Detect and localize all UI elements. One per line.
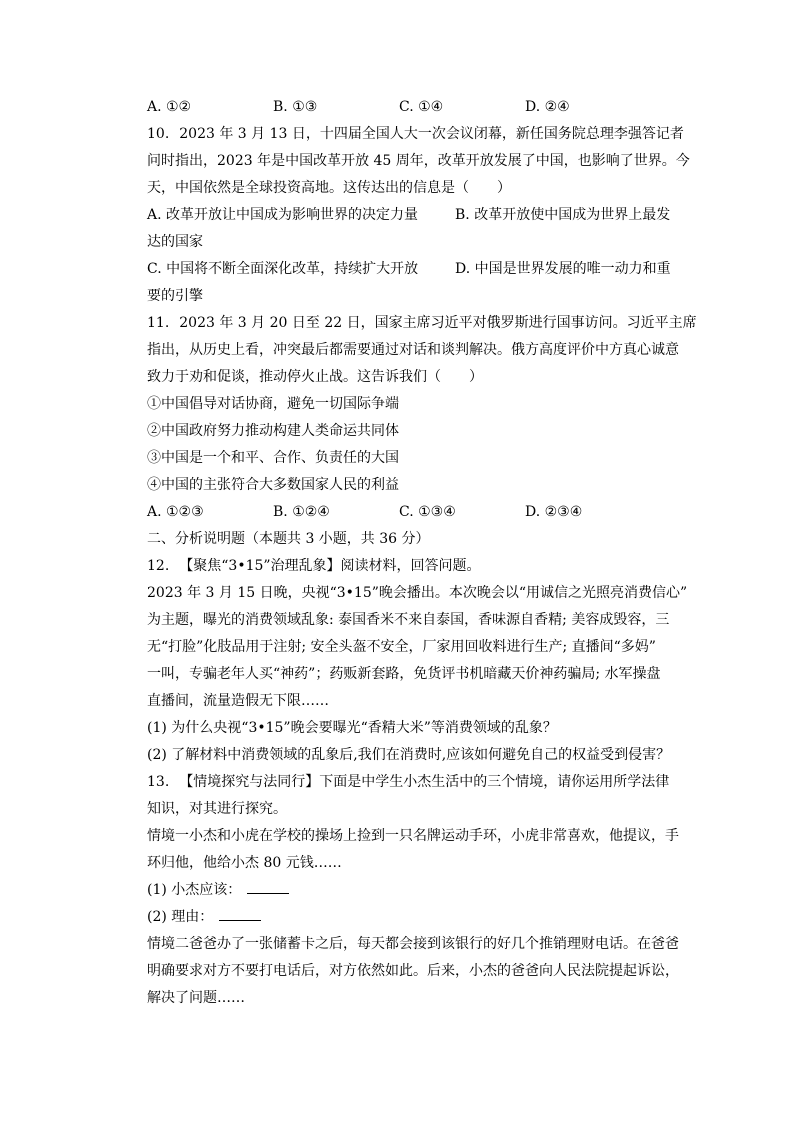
q10-stem-line-1: 10. 2023 年 3 月 13 日，十四届全国人大一次会议闭幕，新任国务院总理李强答记者 bbox=[147, 121, 683, 148]
q11-stem-line-3: 致力于劝和促谈，推动停火止战。这告诉我们（ ） bbox=[147, 369, 483, 385]
q10-stem-line-3: 天，中国依然是全球投资高地。这传达出的信息是（ ） bbox=[147, 180, 511, 196]
q10-options-row-1 bbox=[147, 202, 683, 229]
q11-statement-3: ③中国是一个和平、合作、负责任的大国 bbox=[147, 450, 399, 466]
q10-option-b: B. 改革开放使中国成为世界上最发 bbox=[455, 207, 671, 223]
q12-material-line-3: 无“打脸”化肢品用于注射; 安全头盔不安全，厂家用回收料进行生产; 直播间“多妈” bbox=[147, 639, 656, 655]
q9-option-a: A. ①② bbox=[147, 99, 192, 115]
q10-option-c: C. 中国将不断全面深化改革，持续扩大开放 bbox=[147, 261, 419, 277]
q12-number: 12. bbox=[147, 558, 170, 574]
q13-blank-2-label: (2) 理由： bbox=[147, 909, 214, 925]
q11-option-c: C. ①③④ bbox=[399, 504, 456, 520]
q11-stem-line-1: 11. 2023 年 3 月 20 日至 22 日，国家主席习近平对俄罗斯进行国事访问。习近平主席 bbox=[147, 310, 683, 337]
q11-number: 11. bbox=[147, 315, 170, 331]
q10-option-d: D. 中国是世界发展的唯一动力和重 bbox=[455, 261, 671, 277]
q9-option-b: B. ①③ bbox=[273, 99, 318, 115]
q10-stem-line-2: 问时指出，2023 年是中国改革开放 45 周年，改革开放发展了中国，也影响了世界。今 bbox=[147, 153, 690, 169]
q11-options bbox=[147, 499, 683, 526]
q10-option-b-cont: 达的国家 bbox=[147, 234, 203, 250]
q12-material-line-2: 为主题，曝光的消费领域乱象: 泰国香米不来自泰国，香味源自香精; 美容成毁容，三 bbox=[147, 612, 670, 628]
q13-blank-1-row bbox=[147, 877, 683, 904]
q12-material-line-5: 直播间，流量造假无下限…… bbox=[147, 693, 329, 709]
q12-sub-question-2: (2) 了解材料中消费领域的乱象后,我们在消费时,应该如何避免自己的权益受到侵害？ bbox=[147, 747, 671, 763]
q11-option-a: A. ①②③ bbox=[147, 504, 204, 520]
q10-option-d-cont: 要的引擎 bbox=[147, 288, 203, 304]
q12-material-line-4: 一叫，专骗老年人买“神药”；药贩新套路，免货评书机暗藏天价神药骗局; 水军操盘 bbox=[147, 666, 661, 682]
q13-blank-1-label: (1) 小杰应该： bbox=[147, 882, 242, 898]
q13-answer-blank-1[interactable] bbox=[247, 879, 289, 894]
q13-scene2-line-1: 情境二爸爸办了一张储蓄卡之后，每天都会接到该银行的好几个推销理财电话。在爸爸 bbox=[147, 936, 679, 952]
q11-statement-2: ②中国政府努力推动构建人类命运共同体 bbox=[147, 423, 399, 439]
q13-stem-line-2: 知识，对其进行探究。 bbox=[147, 801, 287, 817]
q12-sub-question-1: (1) 为什么央视“3•15”晚会要曝光“香精大米”等消费领域的乱象？ bbox=[147, 720, 557, 736]
section2-title: 二、分析说明题（本题共 3 小题，共 36 分） bbox=[147, 531, 430, 547]
q11-statement-1: ①中国倡导对话协商，避免一切国际争端 bbox=[147, 396, 399, 412]
q11-stem-line-2: 指出，从历史上看，冲突最后都需要通过对话和谈判解决。俄方高度评价中方真心诚意 bbox=[147, 342, 679, 358]
q11-statement-4: ④中国的主张符合大多数国家人民的利益 bbox=[147, 477, 399, 493]
exam-page bbox=[147, 94, 697, 1012]
q13-scene1-line-1: 情境一小杰和小虎在学校的操场上捡到一只名牌运动手环，小虎非常喜欢，他提议，手 bbox=[147, 828, 679, 844]
q10-number: 10. bbox=[147, 126, 170, 142]
q13-answer-blank-2[interactable] bbox=[219, 906, 261, 921]
q9-option-c: C. ①④ bbox=[399, 99, 444, 115]
q10-option-a: A. 改革开放让中国成为影响世界的决定力量 bbox=[147, 207, 419, 223]
q9-options bbox=[147, 94, 683, 121]
q13-stem-line-1: 13. 【情境探究与法同行】下面是中学生小杰生活中的三个情境，请你运用所学法律 bbox=[147, 769, 683, 796]
q13-scene2-line-2: 明确要求对方不要打电话后，对方依然如此。后来，小杰的爸爸向人民法院提起诉讼， bbox=[147, 963, 679, 979]
q12-title-line: 12. 【聚焦“3•15”治理乱象】阅读材料，回答问题。 bbox=[147, 553, 683, 580]
q10-options-row-2 bbox=[147, 256, 683, 283]
q9-option-d: D. ②④ bbox=[525, 99, 570, 115]
q13-blank-2-row bbox=[147, 904, 683, 931]
q13-scene2-line-3: 解决了问题…… bbox=[147, 990, 245, 1006]
q13-number: 13. bbox=[147, 774, 170, 790]
q12-material-line-1: 2023 年 3 月 15 日晚，央视“3•15”晚会播出。本次晚会以“用诚信之光照亮消费信心” bbox=[147, 585, 688, 601]
q11-option-b: B. ①②④ bbox=[273, 504, 330, 520]
q11-option-d: D. ②③④ bbox=[525, 504, 583, 520]
q13-scene1-line-2: 环归他，他给小杰 80 元钱…… bbox=[147, 855, 342, 871]
